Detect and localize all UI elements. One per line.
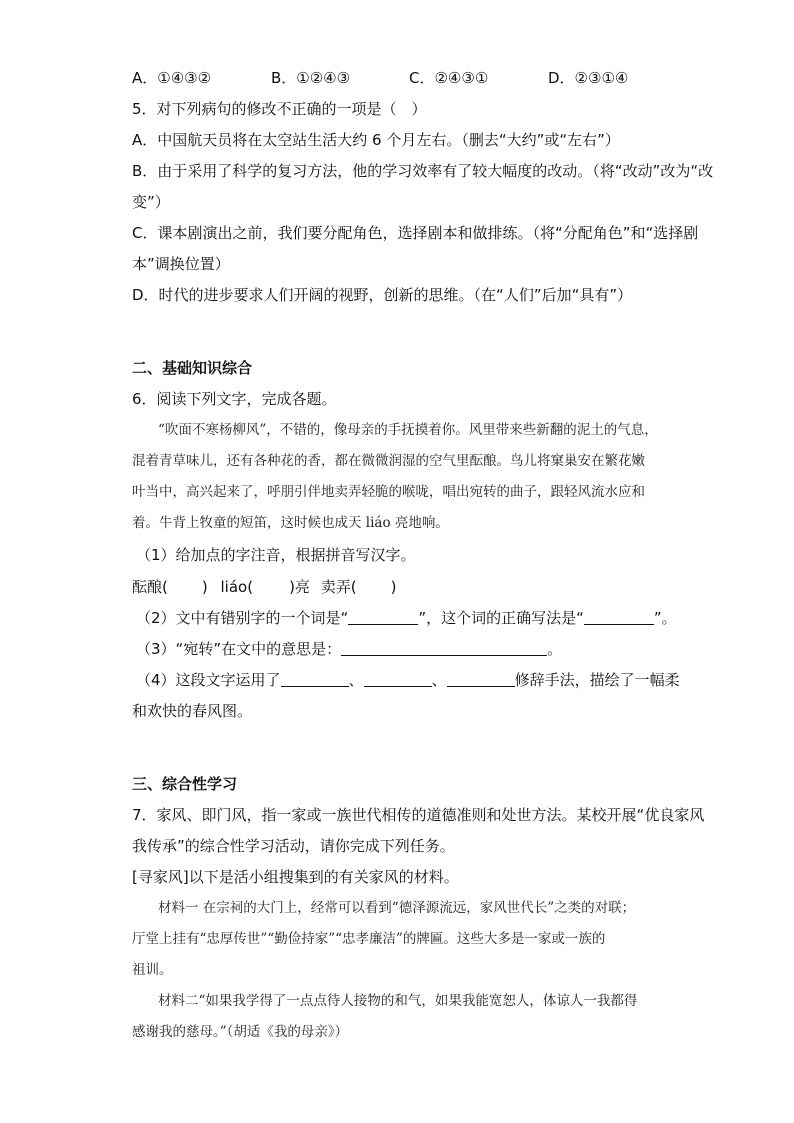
- q7-line-1: 7．家风、即门风，指一家或一族世代相传的道德准则和处世方法。某校开展“优良家风: [132, 806, 705, 824]
- blank-4a[interactable]: [281, 671, 349, 687]
- sub-question-2: （2）文中有错别字的一个词是“ ”，这个词的正确写法是“ ”。: [136, 609, 677, 627]
- blank-4c[interactable]: [447, 671, 515, 687]
- option-d: D．②③①④: [548, 69, 629, 87]
- passage-line-2: 混着青草味儿，还有各种花的香，都在微微润湿的空气里酝酿。鸟儿将窠巢安在繁花嫩: [132, 453, 645, 469]
- material-2-line-1: 材料二“如果我学得了一点点待人接物的和气，如果我能宽恕人，体谅人一我都得: [158, 993, 638, 1009]
- q5-option-a: A．中国航天员将在太空站生活大约 6 个月左右。（删去“大约”或“左右”）: [132, 131, 620, 149]
- q5-stem: 5．对下列病句的修改不正确的一项是（ ）: [132, 100, 427, 118]
- section3-heading: 三、综合性学习: [132, 775, 238, 793]
- q5-option-b-line2: 变”）: [132, 193, 170, 211]
- q7-line-2: 我传承”的综合性学习活动，请你完成下列任务。: [132, 837, 455, 855]
- material-1-line-3: 祖训。: [132, 962, 173, 978]
- sub-question-1: （1）给加点的字注音，根据拼音写汉字。: [136, 546, 416, 564]
- word-2: liáo(: [220, 578, 254, 596]
- option-a: A．①④③②: [132, 69, 212, 87]
- q5-option-b-line1: B．由于采用了科学的复习方法，他的学习效率有了较大幅度的改动。（将“改动”改为“改: [132, 162, 714, 180]
- q5-option-d: D．时代的进步要求人们开阔的视野，创新的思维。（在“人们”后加“具有”）: [132, 286, 633, 304]
- material-1-line-2: 厅堂上挂有“忠厚传世”“勤俭持家”“忠孝廉洁”的牌匾。这些大多是一家或一族的: [132, 931, 606, 947]
- passage-line-4: 着。牛背上牧童的短笛，这时候也成天 liáo 亮地响。: [132, 515, 449, 531]
- blank-3[interactable]: [341, 640, 547, 656]
- blank-2b[interactable]: [584, 609, 654, 625]
- passage-line-3: 叶当中，高兴起来了，呼朋引伴地卖弄轻脆的喉咙，唱出宛转的曲子，跟轻风流水应和: [132, 484, 645, 500]
- material-2-line-2: 感谢我的慈母。”（胡适《我的母亲》）: [132, 1024, 349, 1040]
- blank-4b[interactable]: [364, 671, 432, 687]
- q7-line-3: [寻家风]以下是活小组搜集到的有关家风的材料。: [132, 868, 459, 886]
- word-3: 卖弄(: [320, 578, 357, 596]
- sub-question-4-line2: 和欢快的春风图。: [132, 702, 253, 720]
- option-b: B．①②④③: [271, 69, 351, 87]
- option-c: C．②④③①: [409, 69, 489, 87]
- section2-heading: 二、基础知识综合: [132, 359, 253, 377]
- sub-question-4: （4）这段文字运用了 、 、 修辞手法，描绘了一幅柔: [136, 671, 680, 689]
- sub-question-3: （3）“宛转”在文中的意思是： 。: [136, 640, 563, 658]
- q6-stem: 6．阅读下列文字，完成各题。: [132, 390, 337, 408]
- sub-question-1-items: 酝酿( ) liáo( )亮 卖弄( ): [132, 578, 397, 596]
- q5-option-c-line1: C．课本剧演出之前，我们要分配角色，选择剧本和做排练。（将“分配角色”和“选择剧: [132, 224, 699, 242]
- q5-option-c-line2: 本”调换位置）: [132, 255, 230, 273]
- material-1-line-1: 材料一 在宗祠的大门上，经常可以看到“德泽源流远，家风世代长”之类的对联；: [158, 900, 636, 916]
- blank-2a[interactable]: [348, 609, 418, 625]
- word-1: 酝酿(: [132, 578, 168, 596]
- passage-line-1: “吹面不寒杨柳风”，不错的，像母亲的手抚摸着你。风里带来些新翻的泥土的气息，: [158, 422, 658, 438]
